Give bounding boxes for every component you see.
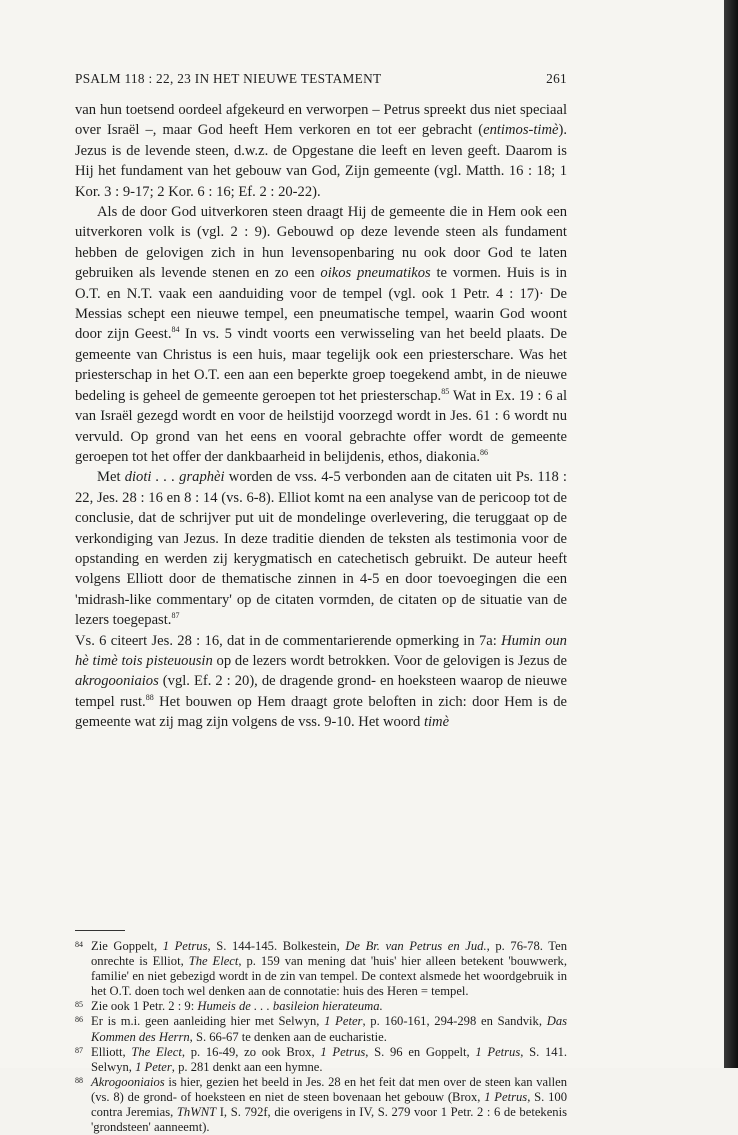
text-run: , p. 16-49, zo ook Brox,	[181, 1044, 321, 1059]
footnote-ref: 87	[171, 611, 180, 621]
text-run: Zie ook 1 Petr. 2 : 9:	[91, 999, 198, 1014]
italic-term: Das Kommen des Herrn	[91, 1014, 568, 1044]
text-run: , p. 281 denkt aan een hymne.	[171, 1059, 323, 1074]
paragraph	[75, 100, 567, 202]
text-run: Met	[97, 469, 125, 486]
footnote	[75, 999, 567, 1014]
text-run: te vormen. Huis is in O.T. en N.T. vaak een aanduiding voor de tempel (vgl. ook 1 Petr. 4 : 17)· De Messias schept een nieuwe tempel, een pneumatische tempel, waarin God woont door zijn Geest.	[75, 265, 567, 343]
footnote	[75, 1045, 567, 1075]
footnote-number: 88	[75, 1075, 83, 1085]
footnote-ref: 88	[145, 692, 154, 702]
text-run: Elliott,	[91, 1044, 132, 1059]
paragraph	[75, 202, 567, 467]
italic-term: 1 Petrus	[484, 1089, 528, 1104]
italic-term: dioti . . . graphèi	[124, 469, 225, 486]
text-run: In vs. 5 vindt voorts een verwisseling van het beeld plaats. De gemeente van Christus is een huis, maar tegelijk ook een priesterschare. Was het priesterschap in het O.T. een aan een beperkte groep toegekend ambt, in de nieuwe bedeling is geheel de gemeente geroepen tot het priesterschap.	[75, 326, 567, 404]
italic-term: timè	[423, 714, 450, 731]
italic-term: akrogooniaios	[75, 673, 159, 690]
page-number: 261	[546, 71, 567, 86]
text-run: , p. 160-161, 294-298 en Sandvik,	[362, 1014, 547, 1029]
footnote-number: 85	[75, 1000, 83, 1010]
footnotes	[75, 939, 567, 1135]
footnote-ref: 86	[479, 448, 488, 458]
text-run: worden de vss. 4-5 verbonden aan de citaten uit Ps. 118 : 22, Jes. 28 : 16 en 8 : 14 (vs. 6-8). Elliot komt na een analyse van de pericoop tot de conclusie, dat de schrijver put uit de mondelinge overlevering, die teruggaat op de verkondiging van Jezus. In deze traditie dienden de teksten als testimonia voor de opstanding en werden zij kerygmatisch en catechetisch gebruikt. De auteur heeft volgens Elliott door de thematische zinnen in 4-5 en door toevoegingen die een 'midrash-like commentary' op de citaten vormden, de citaten op de situatie van de lezers toegepast.	[75, 469, 567, 629]
italic-term: Humeis de . . . basileion hierateuma.	[197, 999, 383, 1014]
footnote	[75, 939, 567, 999]
text-run: , p. 159 van mening dat 'huis' hier alleen betekent 'bouwwerk, familie' en niet gebezigd wordt in de zin van tempel. De context alsmede het woordgebruik in het O.T. doen toch wel denken aan de connotatie: huis des Heren = tempel.	[91, 954, 567, 999]
page-edge-shadow	[724, 0, 738, 1068]
text-run: (vgl. Ef. 2 : 20), de dragende grond- en hoeksteen waarop de nieuwe tempel rust.	[75, 673, 567, 710]
text-run: , S. 141. Selwyn,	[91, 1044, 568, 1074]
italic-term: 1 Petrus	[475, 1044, 521, 1059]
italic-term: 1 Peter	[135, 1059, 172, 1074]
footnote-number: 84	[75, 940, 83, 949]
text-run: , S. 66-67 te denken aan de eucharistie.	[189, 1029, 387, 1044]
text-run: I, S. 792f, die overigens in IV, S. 279 voor 1 Petr. 2 : 6 de betekenis 'grondsteen' aanneemt).	[91, 1105, 567, 1135]
italic-term: oikos pneumatikos	[320, 265, 431, 282]
footnote	[75, 1075, 567, 1135]
running-title: PSALM 118 : 22, 23 IN HET NIEUWE TESTAMENT	[75, 71, 382, 86]
text-run: Als de door God uitverkoren steen draagt Hij de gemeente die in Hem ook een uitverkoren volk is (vgl. 2 : 9). Gebouwd op deze levende steen als fundament hebben de gelovigen zich in hun levensopenbaring nu ook door God te laten gebruiken als levende stenen en zo een	[75, 204, 567, 282]
italic-term: 1 Peter	[324, 1014, 363, 1029]
italic-term: entimos-timè	[483, 122, 559, 139]
text-run: , S. 96 en Goppelt,	[365, 1044, 476, 1059]
footnote-number: 87	[75, 1045, 83, 1055]
italic-term: The Elect	[188, 954, 239, 969]
footnote	[75, 1014, 567, 1044]
main-text	[75, 100, 567, 733]
footnote-ref: 84	[171, 325, 180, 335]
text-run: op de lezers wordt betrokken. Voor de gelovigen is Jezus de	[212, 652, 567, 669]
text-run: Er is m.i. geen aanleiding hier met Selwyn,	[91, 1014, 325, 1029]
footnote-ref: 85	[441, 386, 450, 396]
paragraph	[75, 467, 567, 630]
italic-term: The Elect	[131, 1044, 182, 1059]
text-run: Het bouwen op Hem draagt grote beloften in zich: door Hem is de gemeente wat zij mag zijn volgens de vss. 9-10. Het woord	[75, 693, 567, 731]
running-header	[75, 71, 567, 87]
paragraph	[75, 631, 567, 733]
text-run: is hier, gezien het beeld in Jes. 28 en het feit dat men over de steen kan vallen (vs. 8) de grond- of hoeksteen en niet de steen bovenaan het gebouw (Brox,	[91, 1074, 567, 1104]
text-run: , p. 76-78. Ten onrechte is Elliot,	[91, 939, 567, 969]
text-run: Vs. 6 citeert Jes. 28 : 16, dat in de commentarierende opmerking in 7a:	[75, 632, 502, 649]
text-run: Wat in Ex. 19 : 6 al van Israël gezegd wordt en voor de heilstijd voorzegd wordt in Jes. 61 : 6 wordt nu vervuld. Op grond van het eens en vooral gebrachte offer wordt de gemeente geroepen tot het offer der dankbaarheid in belijdenis, ethos, diakonia.	[75, 387, 567, 465]
italic-term: 1 Petrus	[320, 1044, 366, 1059]
italic-term: Akrogooniaios	[91, 1074, 165, 1089]
text-run: Zie Goppelt,	[91, 939, 163, 953]
text-run: , S. 100 contra Jeremias,	[91, 1089, 567, 1120]
italic-term: Humin oun hè timè tois pisteuousin	[75, 632, 567, 669]
text-run: ). Jezus is de levende steen, d.w.z. de Opgestane die leeft en leven geeft. Daarom is Hij het fundament van het gebouw van God, Zijn gemeente (vgl. Matth. 16 : 18; 1 Kor. 3 : 9-17; 2 Kor. 6 : 16; Ef. 2 : 20-22).	[75, 122, 567, 200]
footnote-number: 86	[75, 1015, 83, 1025]
italic-term: De Br. van Petrus en Jud.	[345, 939, 487, 953]
text-run: , S. 144-145. Bolkestein,	[207, 939, 346, 953]
footnote-separator	[75, 930, 125, 931]
italic-term: 1 Petrus	[162, 939, 208, 953]
text-run: van hun toetsend oordeel afgekeurd en verworpen – Petrus spreekt dus niet speciaal over Israël –, maar God heeft Hem verkoren en tot eer gebracht (	[75, 102, 567, 139]
italic-term: ThWNT	[176, 1105, 217, 1120]
